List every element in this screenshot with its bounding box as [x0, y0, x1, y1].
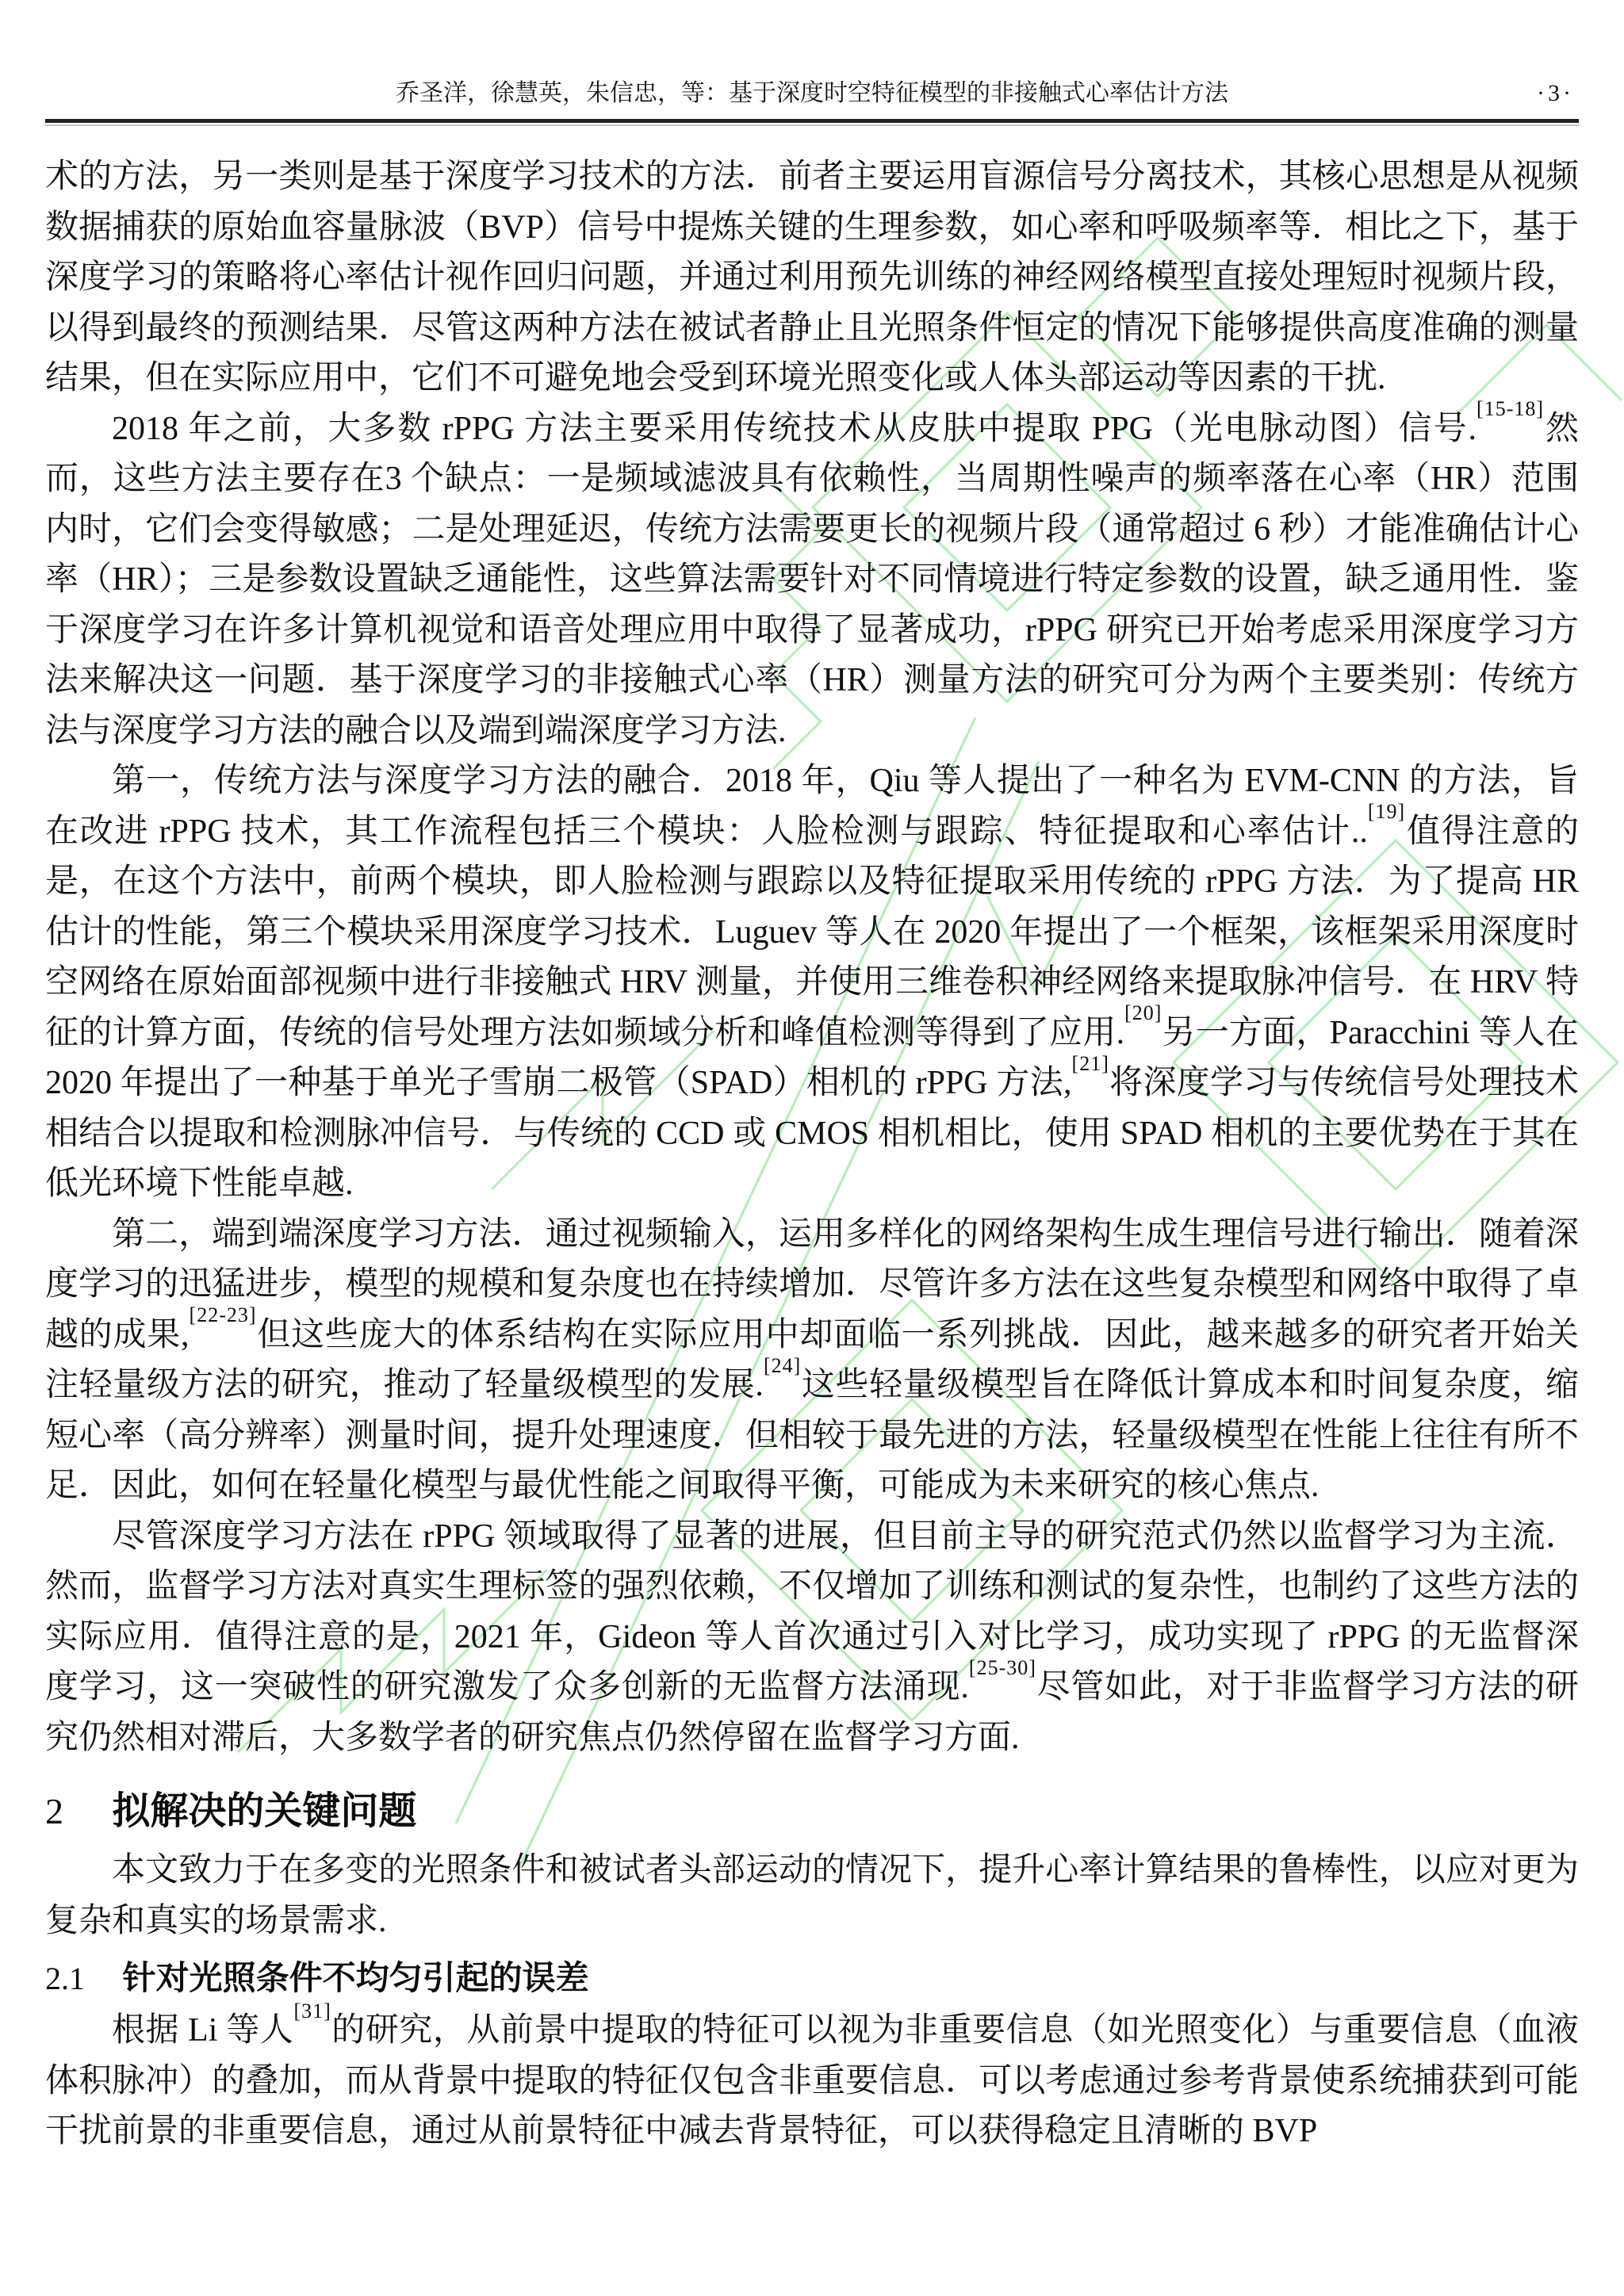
heading-title: 针对光照条件不均匀引起的误差 — [122, 1959, 589, 1996]
heading-title: 拟解决的关键问题 — [112, 1790, 417, 1832]
page-number: ·3· — [1537, 80, 1574, 106]
citation-ref: [25-30] — [968, 1655, 1036, 1679]
paragraph: 术的方法，另一类则是基于深度学习技术的方法．前者主要运用盲源信号分离技术，其核心思想是从视频数据捕获的原始血容量脉波（BVP）信号中提炼关键的生理参数，如心率和呼吸频率等．相比之下，基于深度学习的策略将心率估计视作回归问题，并通过利用预先训练的神经网络模型直接处理短时视频片段，以得到最终的预测结果．尽管这两种方法在被试者静止且光照条件恒定的情况下能够提供高度准确的测量结果，但在实际应用中，它们不可避免地会受到环境光照变化或人体头部运动等因素的干扰. — [45, 159, 1579, 396]
citation-ref: [31] — [293, 1999, 331, 2022]
subsection-heading — [45, 1954, 1579, 2003]
citation-ref: [22-23] — [189, 1303, 257, 1327]
citation-ref: [19] — [1367, 800, 1406, 824]
running-header — [45, 76, 1579, 111]
running-title: 乔圣洋，徐慧英，朱信忠，等：基于深度时空特征模型的非接触式心率估计方法 — [396, 80, 1228, 106]
citation-ref: [24] — [763, 1353, 802, 1377]
article-body — [45, 152, 1579, 2157]
paragraph: 尽管深度学习方法在 rPPG 领域取得了显著的进展，但目前主导的研究范式仍然以监督学习为主流．然而，监督学习方法对真实生理标签的强烈依赖，不仅增加了训练和测试的复杂性，也制约了这些方法的实际应用．值得注意的是，2021 年，Gideon 等人首次通过引入对比学习，成功实现了 rPPG 的无监督深度学习，这一突破性的研究激发了众多创新的无监督方法涌现.[25-30]尽管如此，对于非监督学习方法的研究仍然相对滞后，大多数学者的研究焦点仍然停留在监督学习方面. — [45, 1517, 1579, 1756]
header-rule — [45, 119, 1579, 123]
paragraph: 本文致力于在多变的光照条件和被试者头部运动的情况下，提升心率计算结果的鲁棒性，以应对更为复杂和真实的场景需求. — [45, 1852, 1579, 1939]
paragraph: 2018 年之前，大多数 rPPG 方法主要采用传统技术从皮肤中提取 PPG（光电脉动图）信号.[15-18]然而，这些方法主要存在3 个缺点：一是频域滤波具有依赖性，当周期性噪声的频率落在心率（HR）范围内时，它们会变得敏感；二是处理延迟，传统方法需要更长的视频片段（通常超过 6 秒）才能准确估计心率（HR）；三是参数设置缺乏通能性，这些算法需要针对不同情境进行特定参数的设置，缺乏通用性．鉴于深度学习在许多计算机视觉和语音处理应用中取得了显著成功，rPPG 研究已开始考虑采用深度学习方法来解决这一问题．基于深度学习的非接触式心率（HR）测量方法的研究可分为两个主要类别：传统方法与深度学习方法的融合以及端到端深度学习方法. — [45, 397, 1579, 749]
paragraph: 根据 Li 等人[31]的研究，从前景中提取的特征可以视为非重要信息（如光照变化）与重要信息（血液体积脉冲）的叠加，而从背景中提取的特征仅包含非重要信息．可以考虑通过参考背景使系统捕获到可能干扰前景的非重要信息，通过从前景特征中减去背景特征，可以获得稳定且清晰的 BVP — [45, 1999, 1579, 2149]
paragraph: 第二，端到端深度学习方法．通过视频输入，运用多样化的网络架构生成生理信号进行输出．随着深度学习的迅猛进步，模型的规模和复杂度也在持续增加．尽管许多方法在这些复杂模型和网络中取得了卓越的成果,[22-23]但这些庞大的体系结构在实际应用中却面临一系列挑战．因此，越来越多的研究者开始关注轻量级方法的研究，推动了轻量级模型的发展.[24]这些轻量级模型旨在降低计算成本和时间复杂度，缩短心率（高分辨率）测量时间，提升处理速度．但相较于最先进的方法，轻量级模型在性能上往往有所不足．因此，如何在轻量化模型与最优性能之间取得平衡，可能成为未来研究的核心焦点. — [45, 1215, 1579, 1504]
section-heading — [45, 1787, 1579, 1836]
heading-number: 2 — [45, 1791, 63, 1831]
citation-ref: [15-18] — [1477, 397, 1545, 421]
citation-ref: [20] — [1124, 1001, 1162, 1025]
citation-ref: [21] — [1071, 1051, 1109, 1075]
paragraph: 第一，传统方法与深度学习方法的融合．2018 年，Qiu 等人提出了一种名为 EVM-CNN 的方法，旨在改进 rPPG 技术，其工作流程包括三个模块：人脸检测与跟踪、特征提取和心率估计..[19]值得注意的是，在这个方法中，前两个模块，即人脸检测与跟踪以及特征提取采用传统的 rPPG 方法．为了提高 HR 估计的性能，第三个模块采用深度学习技术．Luguev 等人在 2020 年提出了一个框架，该框架采用深度时空网络在原始面部视频中进行非接触式 HRV 测量，并使用三维卷积神经网络来提取脉冲信号．在 HRV 特征的计算方面，传统的信号处理方法如频域分析和峰值检测等得到了应用.[20]另一方面，Paracchini 等人在 2020 年提出了一种基于单光子雪崩二极管（SPAD）相机的 rPPG 方法,[21]将深度学习与传统信号处理技术相结合以提取和检测脉冲信号．与传统的 CCD 或 CMOS 相机相比，使用 SPAD 相机的主要优势在于其在低光环境下性能卓越. — [45, 763, 1579, 1202]
heading-number: 2.1 — [45, 1961, 85, 1996]
